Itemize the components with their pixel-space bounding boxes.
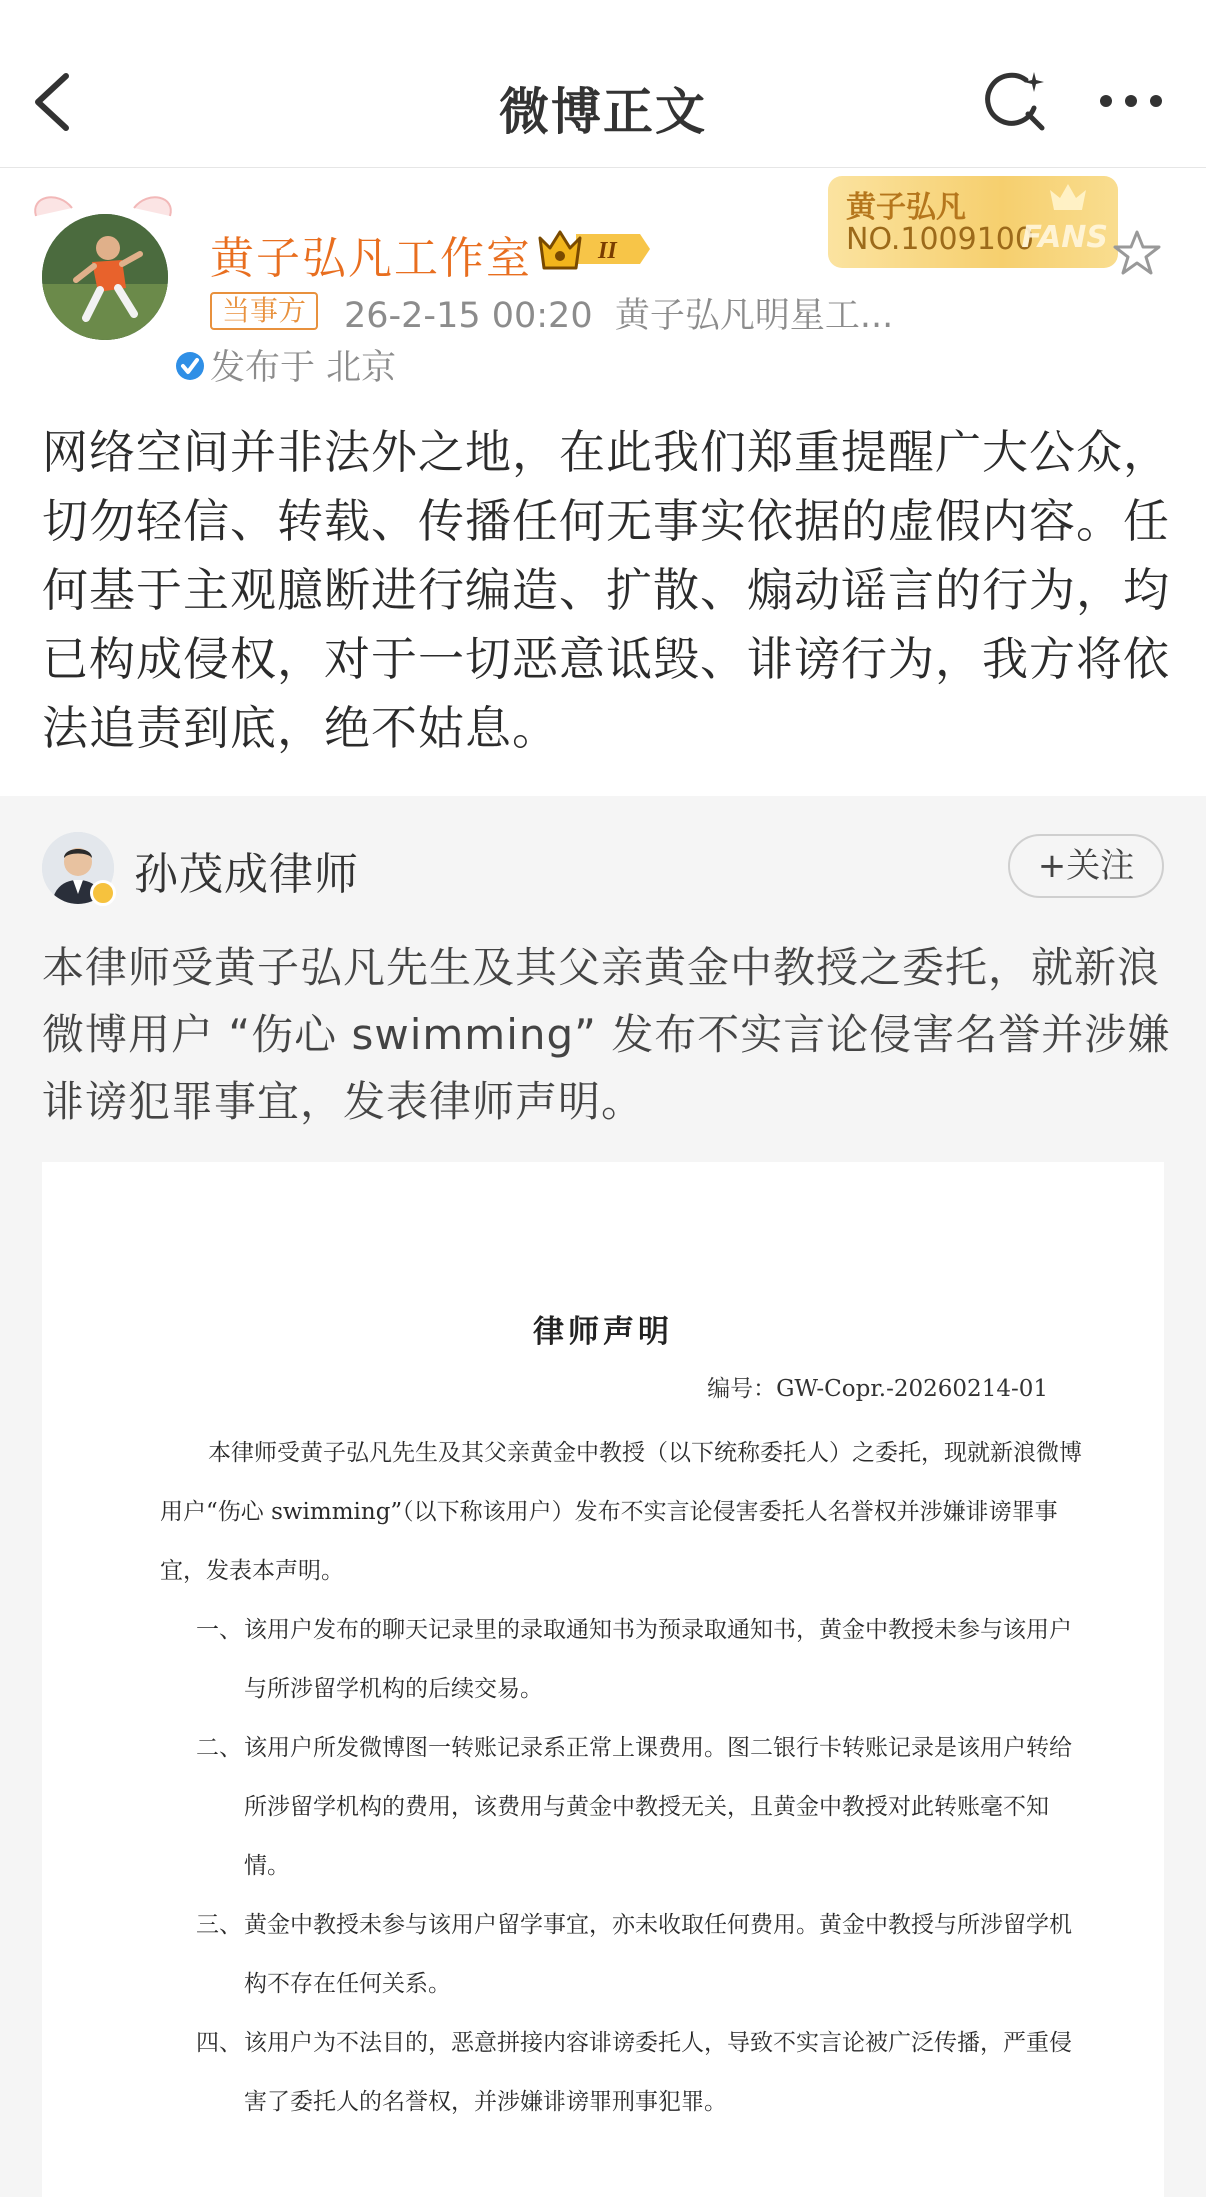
crown-icon xyxy=(1048,182,1088,212)
document-item-text: 该用户所发微博图一转账记录系正常上课费用。图二银行卡转账记录是该用户转给所涉留学机构的费用，该费用与黄金中教授无关，且黄金中教授对此转账毫不知情。 xyxy=(244,1735,1072,1879)
reposted-post[interactable] xyxy=(0,796,1206,2197)
post-author-header xyxy=(0,168,1206,398)
document-intro: 本律师受黄子弘凡先生及其父亲黄金中教授（以下统称委托人）之委托，现就新浪微博用户“伤心 swimming”（以下称该用户）发布不实言论侵害委托人名誉权并涉嫌诽谤罪事宜，发表本声明。 xyxy=(160,1440,1082,1584)
verified-badge-icon xyxy=(90,880,116,906)
document-item-text: 该用户发布的聊天记录里的录取通知书为预录取通知书，黄金中教授未参与该用户与所涉留学机构的后续交易。 xyxy=(244,1617,1072,1702)
top-nav-bar xyxy=(0,0,1206,168)
fans-card-name: 黄子弘凡 xyxy=(846,190,966,225)
document-item-text: 黄金中教授未参与该用户留学事宜，亦未收取任何费用。黄金中教授与所涉留学机构不存在任何关系。 xyxy=(244,1912,1072,1997)
bunny-ears-decoration-icon xyxy=(28,186,178,236)
fans-card-number: NO.1009100 xyxy=(846,222,1034,257)
post-source[interactable]: 黄子弘凡明星工... xyxy=(614,296,894,336)
document-item xyxy=(160,2014,1090,2132)
vip-level-text: II xyxy=(598,238,617,264)
post-text: 网络空间并非法外之地，在此我们郑重提醒广大公众，切勿轻信、转载、传播任何无事实依据的虚假内容。任何基于主观臆断进行编造、扩散、煽动谣言的行为，均已构成侵权，对于一切恶意诋毁、诽谤行为，我方将依法追责到底，绝不姑息。 xyxy=(42,425,1170,755)
fans-card[interactable] xyxy=(828,176,1118,268)
more-dots-icon[interactable] xyxy=(1096,90,1166,112)
repost-text: 本律师受黄子弘凡先生及其父亲黄金中教授之委托，就新浪微博用户 “伤心 swimming” 发布不实言论侵害名誉并涉嫌诽谤犯罪事宜，发表律师声明。 xyxy=(42,943,1171,1126)
document-title: 律师声明 xyxy=(533,1314,673,1350)
refresh-sparkle-icon[interactable] xyxy=(982,68,1048,134)
document-item-number: 三、 xyxy=(196,1912,242,1938)
verified-badge-icon xyxy=(170,346,210,386)
document-item-text: 该用户为不法目的，恶意拼接内容诽谤委托人，导致不实言论被广泛传播，严重侵害了委托人的名誉权，并涉嫌诽谤罪刑事犯罪。 xyxy=(244,2030,1072,2115)
post-meta xyxy=(344,288,893,338)
vip-crown-badge-icon[interactable] xyxy=(536,224,652,274)
fans-card-label: FANS xyxy=(1021,220,1108,255)
post-time: 26-2-15 00:20 xyxy=(344,296,593,336)
document-item xyxy=(160,1719,1090,1896)
party-tag: 当事方 xyxy=(210,292,318,330)
document-item-number: 二、 xyxy=(196,1735,242,1761)
statement-image[interactable] xyxy=(42,1162,1164,2197)
post-location: 发布于 北京 xyxy=(210,348,397,388)
document-item xyxy=(160,1601,1090,1719)
document-number: 编号：GW-Copr.-20260214-01 xyxy=(707,1376,1048,1402)
document-item xyxy=(160,1896,1090,2014)
document-item-number: 一、 xyxy=(196,1617,242,1643)
author-name[interactable]: 黄子弘凡工作室 xyxy=(210,233,532,284)
document-item-number: 四、 xyxy=(196,2030,242,2056)
star-icon[interactable] xyxy=(1112,228,1162,278)
page-title: 微博正文 xyxy=(499,83,707,141)
repost-author-name[interactable]: 孙茂成律师 xyxy=(134,849,359,900)
document-body xyxy=(160,1424,1090,2132)
follow-button[interactable]: +关注 xyxy=(1008,834,1164,898)
